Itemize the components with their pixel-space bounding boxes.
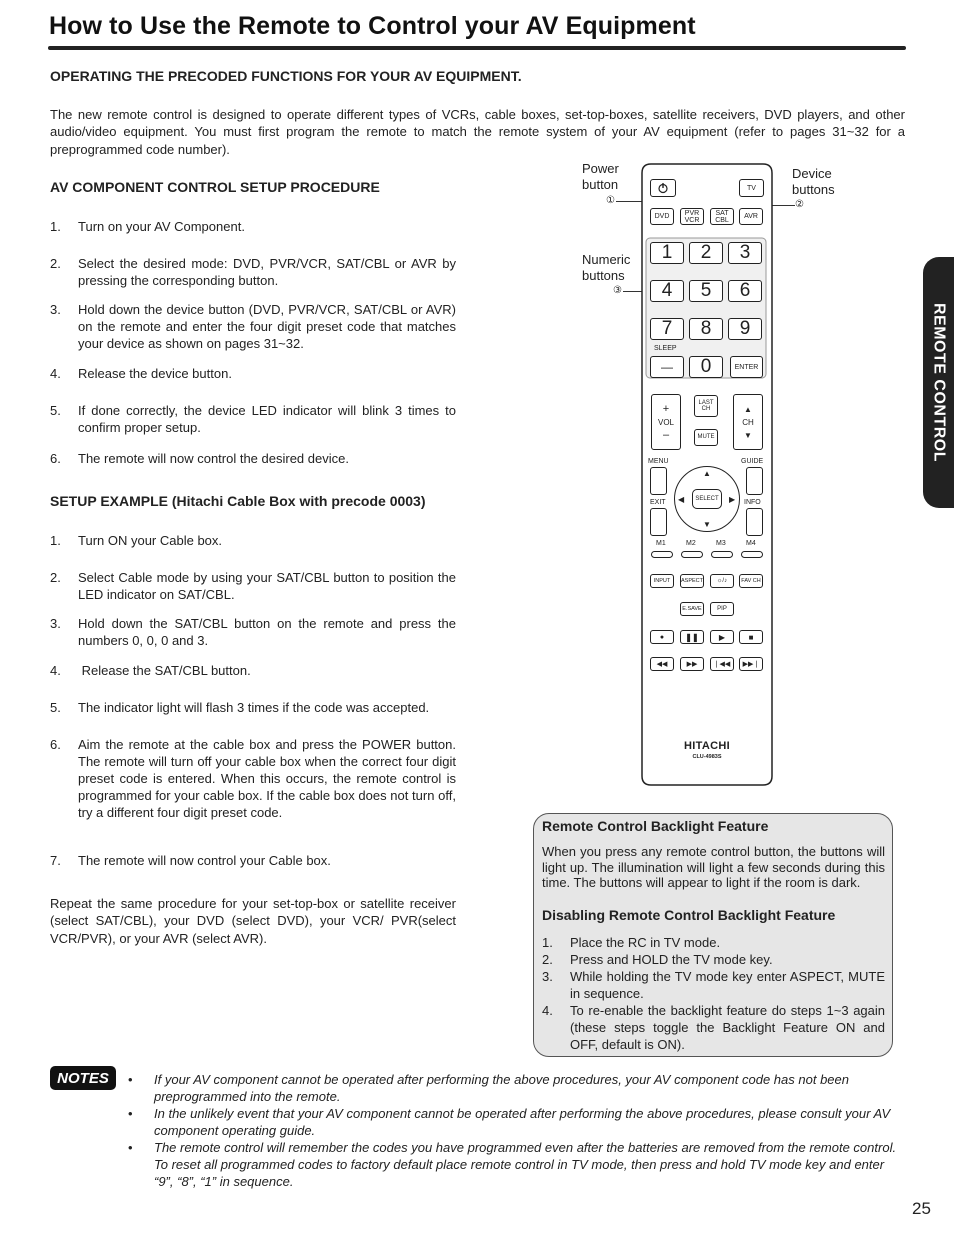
aspect-button: ASPECT <box>680 574 704 588</box>
volume-rocker: + VOL – <box>651 394 681 450</box>
info-label: INFO <box>744 499 761 506</box>
m1-button <box>651 551 673 558</box>
input-button: INPUT <box>650 574 674 588</box>
skip-forward-icon: ▶▶❘ <box>739 657 763 671</box>
info-button <box>746 508 763 536</box>
m4-label: M4 <box>746 540 756 547</box>
page-number: 25 <box>912 1199 931 1218</box>
device-buttons-annotation: Device buttons <box>792 166 835 197</box>
m2-label: M2 <box>686 540 696 547</box>
digit-7-button: 7 <box>650 318 684 340</box>
nav-up-icon: ▲ <box>703 469 711 478</box>
m4-button <box>741 551 763 558</box>
digit-3-button: 3 <box>728 242 762 264</box>
plus-icon: + <box>662 402 670 415</box>
numeric-buttons-annotation: Numeric buttons <box>582 252 631 283</box>
brand-logo: HITACHI <box>684 740 730 752</box>
play-icon: ▶ <box>710 630 734 644</box>
pip-button: PIP <box>710 602 734 616</box>
callout-number: ③ <box>613 285 622 296</box>
menu-label: MENU <box>648 458 669 465</box>
m3-button <box>711 551 733 558</box>
select-button: SELECT <box>692 489 722 509</box>
tv-button: TV <box>739 179 764 197</box>
notes-badge: NOTES <box>50 1066 116 1090</box>
callout-number: ① <box>606 195 615 206</box>
title-rule <box>48 46 906 50</box>
digit-2-button: 2 <box>689 242 723 264</box>
example-heading: SETUP EXAMPLE (Hitachi Cable Box with precode 0003) <box>50 493 426 509</box>
page-title: How to Use the Remote to Control your AV Equipment <box>49 12 696 40</box>
down-arrow-icon: ▼ <box>744 430 752 440</box>
repeat-paragraph: Repeat the same procedure for your set-top-box or satellite receiver (select SAT/CBL), your DVD (select DVD), your VCR/ PVR(select VCR/PVR), or your AVR (select AVR). <box>50 896 456 946</box>
disable-backlight-heading: Disabling Remote Control Backlight Feature <box>542 907 836 923</box>
section-heading-operating: OPERATING THE PRECODED FUNCTIONS FOR YOUR AV EQUIPMENT. <box>50 68 522 84</box>
callout-number: ② <box>795 199 804 210</box>
rewind-icon: ◀◀ <box>650 657 674 671</box>
menu-button <box>650 467 667 495</box>
digit-8-button: 8 <box>689 318 723 340</box>
up-arrow-icon: ▲ <box>744 404 752 414</box>
digit-4-button: 4 <box>650 280 684 302</box>
side-tab-label: REMOTE CONTROL <box>930 303 948 462</box>
skip-back-icon: ❘◀◀ <box>710 657 734 671</box>
exit-label: EXIT <box>650 499 666 506</box>
digit-0-button: 0 <box>689 356 723 378</box>
nav-left-icon: ◀ <box>678 495 685 504</box>
dvd-button: DVD <box>650 208 674 225</box>
m3-label: M3 <box>716 540 726 547</box>
sat-cbl-button: SAT CBL <box>710 208 734 225</box>
guide-label: GUIDE <box>741 458 764 465</box>
digit-1-button: 1 <box>650 242 684 264</box>
remote-illustration <box>638 161 776 788</box>
pvr-vcr-button: PVR VCR <box>680 208 704 225</box>
dash-button: — <box>650 356 684 378</box>
picture-audio-button: ☼/♪ <box>710 574 734 588</box>
power-button-annotation: Power button <box>582 161 619 192</box>
channel-rocker: ▲ CH ▼ <box>733 394 763 450</box>
power-icon <box>657 182 669 194</box>
digit-9-button: 9 <box>728 318 762 340</box>
backlight-body: When you press any remote control button, the buttons will light up. The illumination will light a few seconds during this time. The buttons will appear to light if the room is dark. <box>542 844 885 890</box>
last-ch-button: LAST CH <box>694 395 718 417</box>
nav-down-icon: ▼ <box>703 520 711 529</box>
setup-heading: AV COMPONENT CONTROL SETUP PROCEDURE <box>50 179 380 195</box>
digit-5-button: 5 <box>689 280 723 302</box>
model-number: CLU-4983S <box>692 754 722 760</box>
record-icon: ● <box>650 630 674 644</box>
mute-button: MUTE <box>694 429 718 446</box>
esave-button: E.SAVE <box>680 602 704 616</box>
enter-button: ENTER <box>730 356 763 378</box>
m2-button <box>681 551 703 558</box>
m1-label: M1 <box>656 540 666 547</box>
avr-button: AVR <box>739 208 763 225</box>
backlight-info-box: Remote Control Backlight Feature When you press any remote control button, the buttons will light up. The illumination will light a few seconds during this time. The buttons will appear to light if the room is dark. Disabling Remote Control Backlight Feature 1. Place the RC in TV mode. 2. Press and HOLD the TV mode key. 3. While holding the TV mode key enter ASPECT, MUTE in sequence. 4. To re-enable the backlight feature do steps 1~3 again (these steps toggle the Backlight Feature ON and OFF, default is ON). <box>533 813 893 1057</box>
fav-ch-button: FAV CH <box>739 574 763 588</box>
digit-6-button: 6 <box>728 280 762 302</box>
minus-icon: – <box>662 428 670 441</box>
intro-paragraph: The new remote control is designed to operate different types of VCRs, cable boxes, set-top-boxes, satellite receivers, DVD players, and other audio/video equipment. You must first program the remote to match the remote system of your AV equipment (refer to pages 31~32 for a preprogrammed code number). <box>50 107 905 157</box>
side-tab <box>923 257 954 508</box>
guide-button <box>746 467 763 495</box>
backlight-heading: Remote Control Backlight Feature <box>542 818 769 834</box>
fast-forward-icon: ▶▶ <box>680 657 704 671</box>
sleep-label: SLEEP <box>654 345 677 352</box>
pause-icon: ❚❚ <box>680 630 704 644</box>
exit-button <box>650 508 667 536</box>
power-button <box>650 179 676 197</box>
nav-right-icon: ▶ <box>729 495 736 504</box>
stop-icon: ■ <box>739 630 763 644</box>
